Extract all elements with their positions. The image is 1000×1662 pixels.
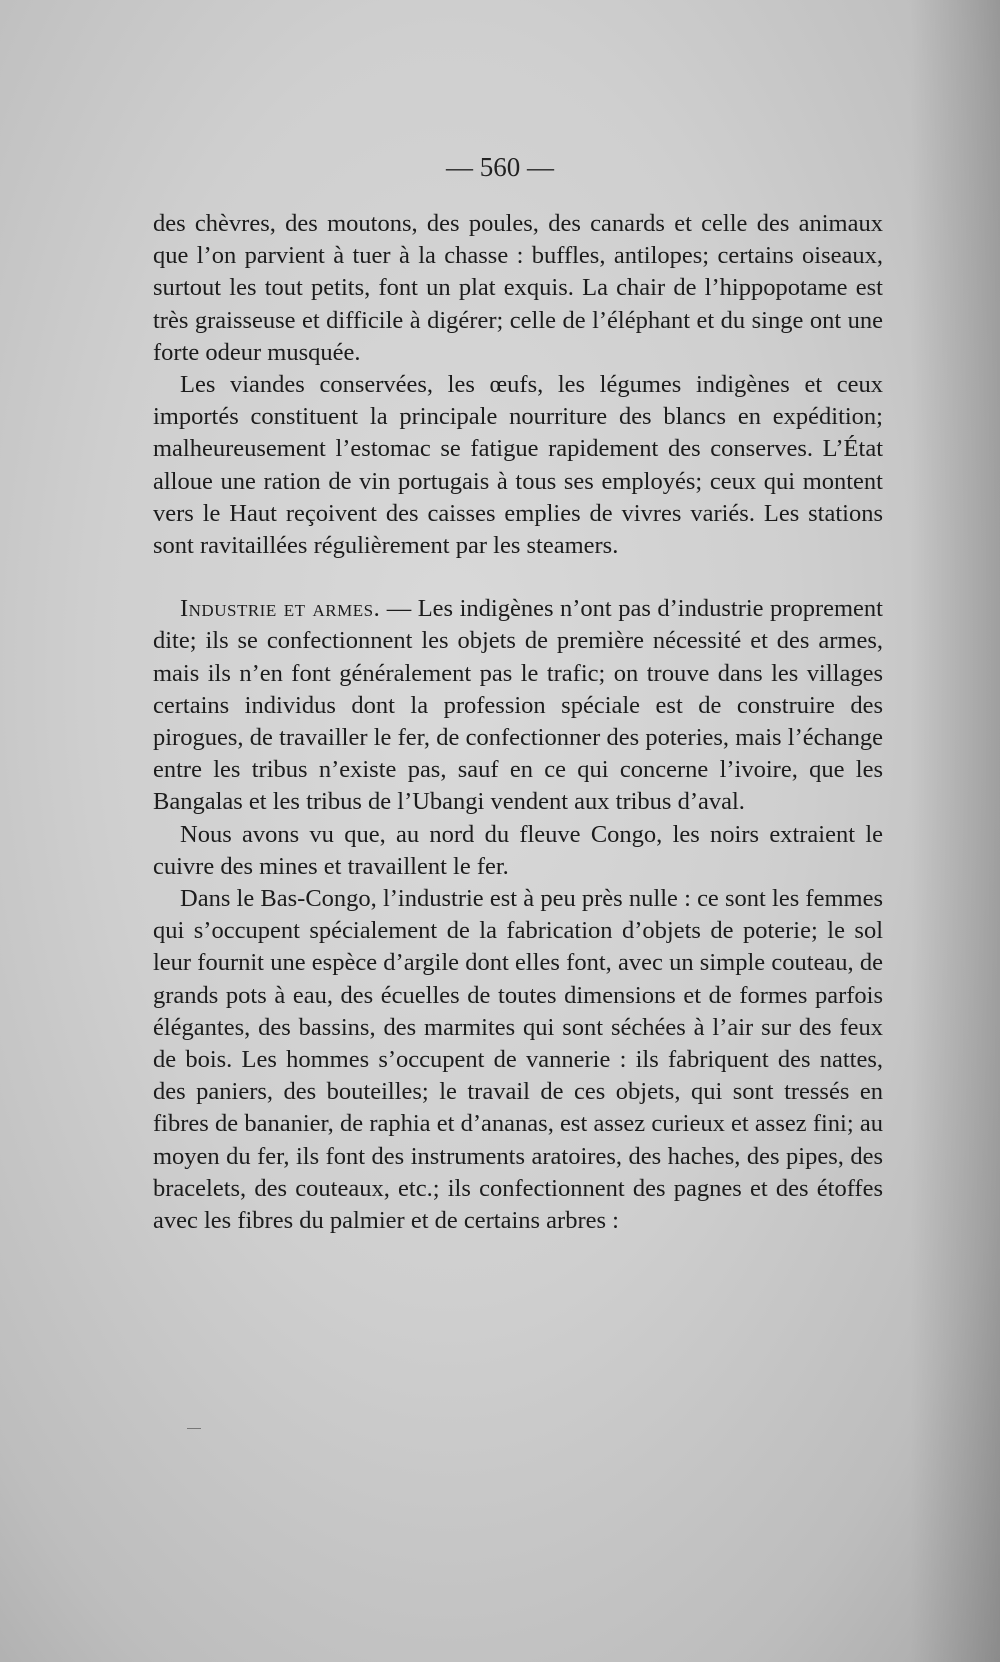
footer-mark <box>187 1428 201 1429</box>
page-number: — 560 — <box>446 152 554 182</box>
section-heading: Industrie et armes. <box>180 595 381 623</box>
paragraph-copper: Nous avons vu que, au nord du fleuve Congo, les noirs extraient le cuivre des mines et travaillent le fer. <box>153 820 883 880</box>
paragraph-food: des chèvres, des moutons, des poules, des canards et celle des animaux que l’on parvient à tuer à la chasse : buffles, antilopes; certains oiseaux, surtout les tout petits, font un plat exquis. La chair de l’hippopotame est très graisseuse et difficile à digérer; celle de l’éléphant et du singe ont une forte odeur musquée. <box>153 210 883 366</box>
paragraph-preserved-food: Les viandes conservées, les œufs, les légumes indigènes et ceux importés constituent la principale nourriture des blancs en expédition; malheureusement l’estomac se fatigue rapidement des conserves. L’État alloue une ration de vin portugais à tous ses employés; ceux qui montent vers le Haut reçoivent des caisses emplies de vivres variés. Les stations sont ravitaillées régulièrement par les steamers. <box>153 371 883 560</box>
paragraph-industry <box>153 593 883 818</box>
paragraph-industry-text: — Les indigènes n’ont pas d’industrie proprement dite; ils se confectionnent les objets de première nécessité et des armes, mais ils n’en font généralement pas le trafic; on trouve dans les villages certains individus dont la profession spéciale est de construire des pirogues, de travailler le fer, de confectionner des poteries, mais l’échange entre les tribus n’existe pas, sauf en ce qui concerne l’ivoire, que les Bangalas et les tribus de l’Ubangi vendent aux tribus d’aval. <box>153 595 883 816</box>
page-body <box>153 208 883 1237</box>
paragraph-bas-congo: Dans le Bas-Congo, l’industrie est à peu près nulle : ce sont les femmes qui s’occupent spécialement de la fabrication d’objets de poterie; le sol leur fournit une espèce d’argile dont elles font, avec un simple couteau, de grands pots à eau, des écuelles de toutes dimensions et de formes parfois élégantes, des bassins, des marmites qui sont séchées à l’air sur des feux de bois. Les hommes s’occupent de vannerie : ils fabriquent des nattes, des paniers, des bouteilles; le travail de ces objets, qui sont tressés en fibres de bananier, de raphia et d’ananas, est assez curieux et assez fini; au moyen du fer, ils font des instruments aratoires, des haches, des pipes, des bracelets, des couteaux, etc.; ils confectionnent des pagnes et des étoffes avec les fibres du palmier et de certains arbres : <box>153 885 883 1235</box>
